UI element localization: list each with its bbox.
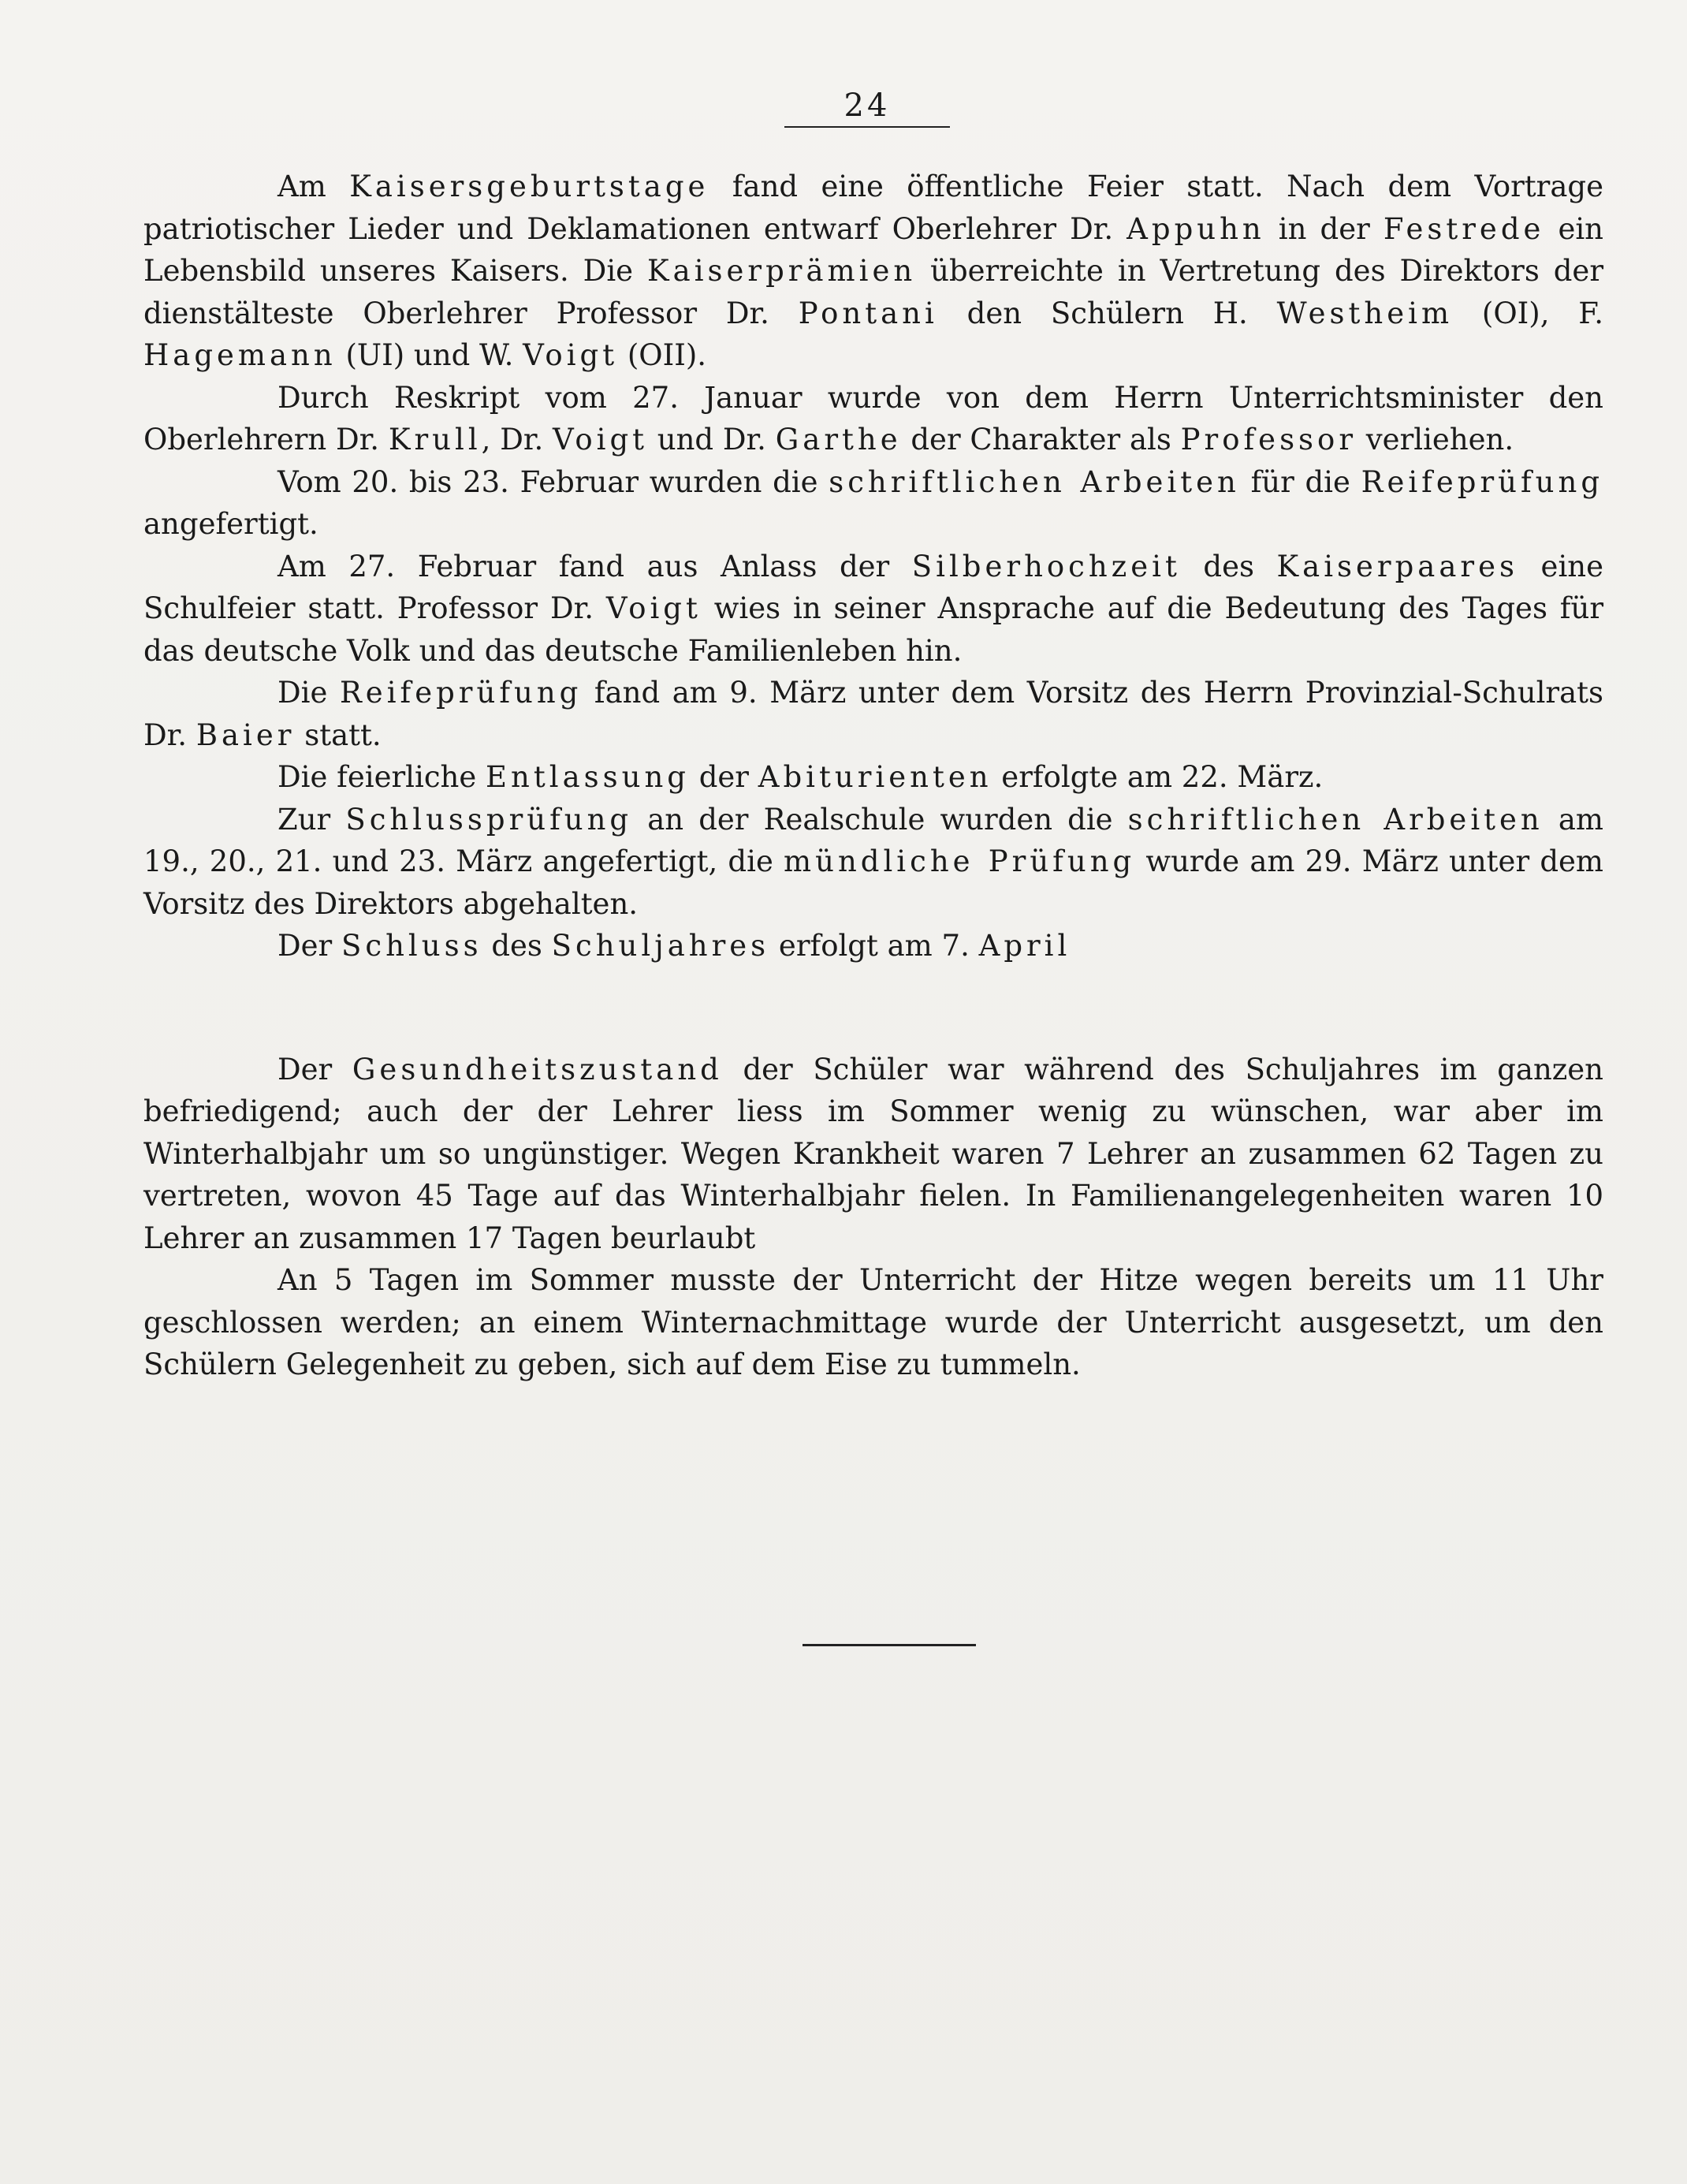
paragraph	[143, 925, 1603, 967]
text-run: eine Schulfeier statt. Professor Dr.	[143, 549, 1604, 625]
text-run: (OII).	[618, 338, 707, 372]
text-run: Der	[277, 1052, 352, 1086]
paragraph	[143, 672, 1603, 756]
emphasized-text: Abiturienten	[758, 760, 992, 794]
text-run: erfolgte am 22. März.	[992, 760, 1324, 794]
text-run: den Schülern H.	[937, 296, 1277, 330]
emphasized-text: Entlassung	[486, 760, 690, 794]
emphasized-text: Kaiserprämien	[647, 254, 917, 288]
footnote-divider	[803, 1644, 976, 1646]
text-run: Die	[277, 676, 340, 710]
emphasized-text: Westheim	[1276, 296, 1454, 330]
text-run: des	[1180, 549, 1277, 583]
text-run: Durch Reskript vom 27. Januar wurde von dem Herrn Unterrichtsminister den Oberlehrern Dr.	[143, 380, 1603, 457]
text-run: Zur	[277, 802, 346, 837]
emphasized-text: schriftlichen Arbeiten	[829, 464, 1240, 499]
text-run: an der Realschule wurden die	[632, 802, 1128, 837]
emphasized-text: Reifeprüfung	[339, 676, 583, 710]
page-number: 24	[784, 88, 950, 128]
text-run: fand eine öffentliche Feier statt. Nach dem Vortrage patriotischer Lieder und Deklamationen entwarf Oberlehrer Dr.	[143, 170, 1603, 246]
emphasized-text: Pontani	[798, 296, 938, 330]
emphasized-text: Gesundheitszustand	[352, 1052, 723, 1086]
paragraph	[143, 756, 1603, 799]
emphasized-text: Schluss	[341, 929, 482, 963]
text-run: Der	[277, 929, 342, 963]
text-run: Die feierliche	[277, 760, 486, 794]
emphasized-text: Kaisersgeburtstage	[349, 170, 709, 203]
emphasized-text: Garthe	[775, 423, 902, 457]
text-run: erfolgt am 7.	[769, 929, 979, 963]
text-run: wies in seiner Ansprache auf die Bedeutung des Tages für das deutsche Volk und das deutsche Familienleben hin.	[143, 591, 1604, 668]
section-gap	[143, 967, 1603, 1049]
text-run: der	[689, 760, 758, 794]
emphasized-text: Kaiserpaares	[1276, 549, 1518, 583]
emphasized-text: Professor	[1180, 423, 1357, 457]
paragraph	[143, 377, 1603, 461]
paragraph	[143, 799, 1603, 926]
text-run: und Dr.	[648, 423, 776, 457]
text-run: in der	[1264, 211, 1383, 246]
body-text	[143, 166, 1603, 1386]
text-run: , Dr.	[481, 423, 553, 457]
emphasized-text: Reifeprüfung	[1361, 464, 1604, 499]
text-run: verliehen.	[1357, 423, 1514, 457]
emphasized-text: Krull	[388, 423, 482, 457]
emphasized-text: Schlussprüfung	[345, 802, 633, 837]
text-run: statt.	[295, 717, 382, 752]
text-run: wurde am 29. März unter dem Vorsitz des Direktors abgehalten.	[143, 844, 1603, 921]
text-run: An 5 Tagen im Sommer musste der Unterricht der Hitze wegen bereits um 11 Uhr geschlossen werden; an einem Winternachmittage wurde der Unterricht ausgesetzt, um den Schülern Gelegenheit zu geben, sich auf dem Eise zu tummeln.	[143, 1263, 1603, 1381]
emphasized-text: schriftlichen Arbeiten	[1127, 802, 1544, 837]
text-run: Vom 20. bis 23. Februar wurden die	[277, 464, 829, 499]
paragraph	[143, 461, 1603, 546]
emphasized-text: Schuljahres	[551, 929, 770, 963]
emphasized-text: Voigt	[605, 591, 702, 625]
emphasized-text: Voigt	[523, 338, 619, 372]
text-run: fand am 9. März unter dem Vorsitz des Herrn Provinzial-Schulrats Dr.	[143, 676, 1604, 752]
text-run: ein Lebensbild unseres Kaisers. Die	[143, 211, 1604, 288]
text-run: überreichte in Vertretung des Direktors der dienstälteste Oberlehrer Professor Dr.	[143, 254, 1604, 330]
paragraph	[143, 546, 1603, 673]
text-run: Am	[277, 170, 350, 203]
emphasized-text: mündliche Prüfung	[784, 844, 1136, 878]
text-run: (UI) und W.	[336, 338, 523, 372]
emphasized-text: Hagemann	[143, 338, 337, 372]
health-section	[143, 1049, 1603, 1386]
text-run: angefertigt.	[143, 507, 318, 541]
text-run: für die	[1239, 464, 1361, 499]
emphasized-text: Silberhochzeit	[911, 549, 1181, 583]
text-run: am 19., 20., 21. und 23. März angefertigt, die	[143, 802, 1604, 878]
text-run: (OI), F.	[1453, 296, 1603, 330]
paragraph	[143, 1259, 1603, 1386]
text-run: Am 27. Februar fand aus Anlass der	[277, 549, 912, 583]
paragraph	[143, 166, 1603, 377]
paragraph	[143, 1049, 1603, 1260]
emphasized-text: Baier	[196, 717, 296, 752]
chronicle-section	[143, 166, 1603, 967]
emphasized-text: Voigt	[553, 423, 649, 457]
text-run: des	[482, 929, 552, 963]
emphasized-text: Festrede	[1383, 211, 1545, 246]
emphasized-text: Appuhn	[1127, 211, 1265, 246]
text-run: der Schüler war während des Schuljahres im ganzen befriedigend; auch der der Lehrer liess im Sommer wenig zu wünschen, war aber im Winterhalbjahr um so ungünstiger. Wegen Krankheit waren 7 Lehrer an zusammen 62 Tagen zu vertreten, wovon 45 Tage auf das Winterhalbjahr fielen. In Familienangelegenheiten waren 10 Lehrer an zusammen 17 Tagen beurlaubt	[143, 1052, 1604, 1255]
emphasized-text: April	[978, 929, 1071, 963]
text-run: der Charakter als	[901, 423, 1181, 457]
